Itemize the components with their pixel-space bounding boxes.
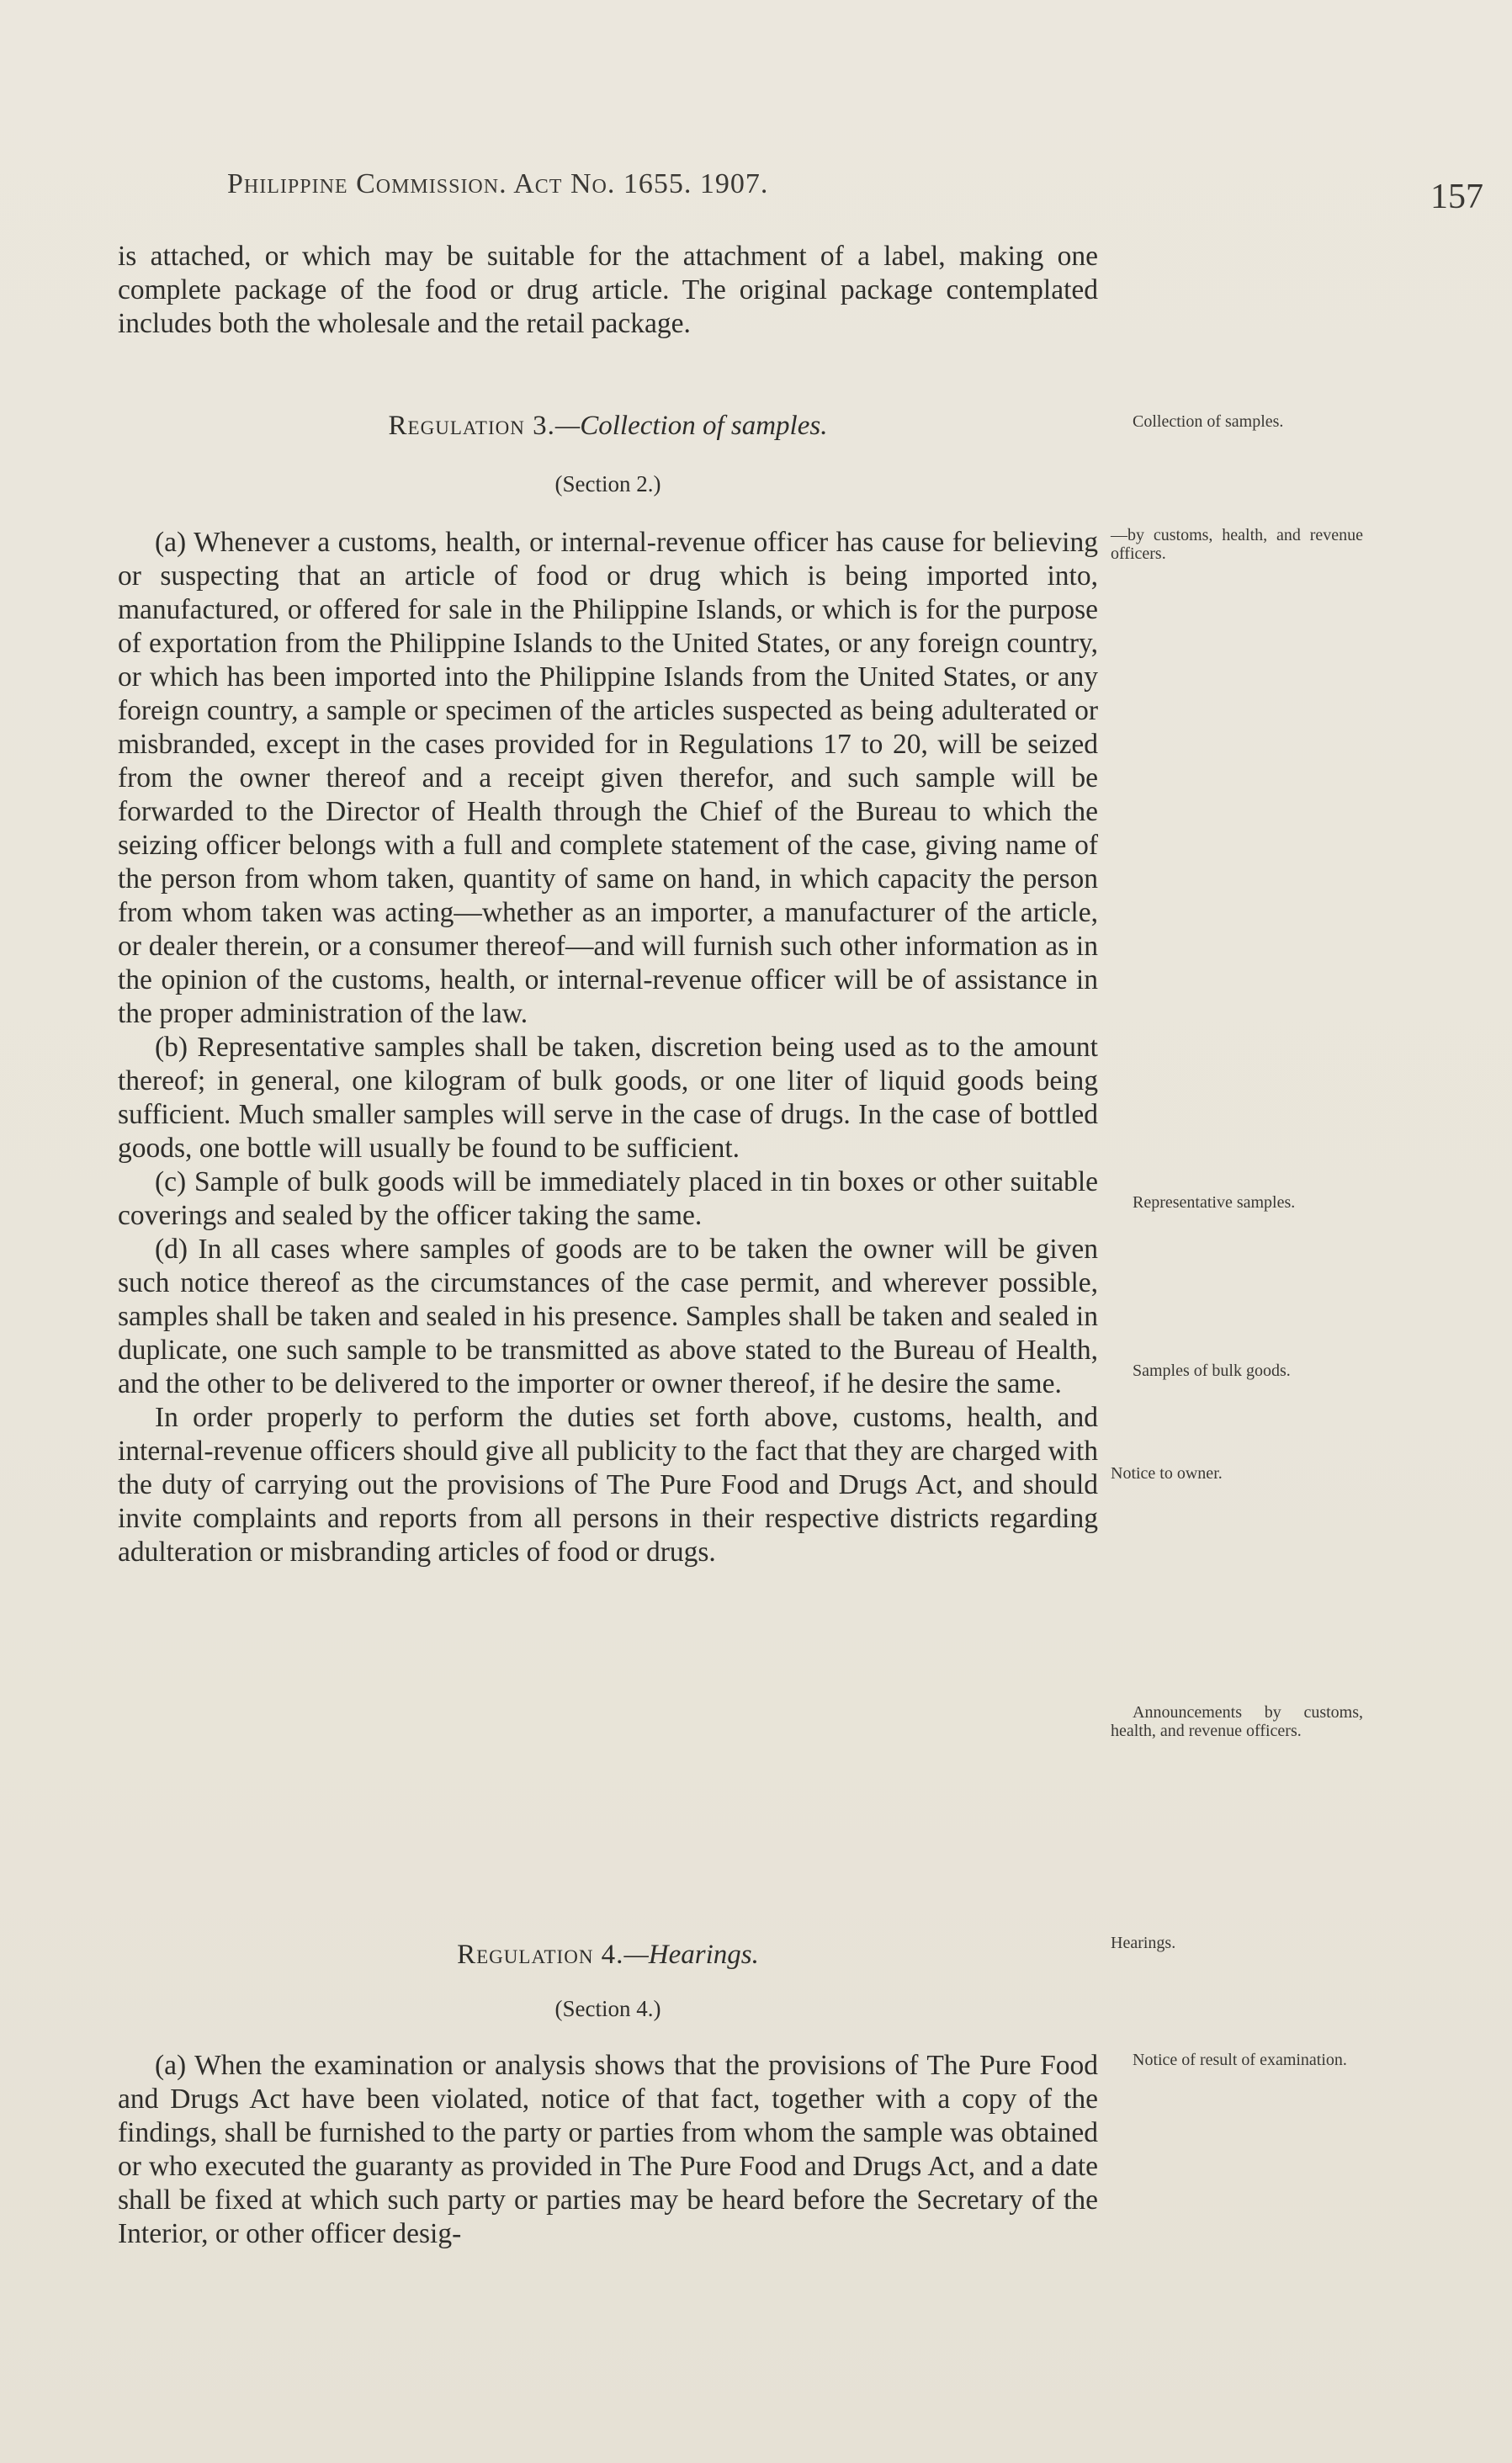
intro-paragraph: is attached, or which may be suitable for the attachment of a label, making one complete package of the food or drug article. The original package contemplated includes both the wholesale and the retail package. [118,241,1098,339]
regulation-4-title: —Hearings. [623,1940,759,1970]
paragraph-3d: (d) In all cases where samples of goods are to be taken the owner will be given such notice thereof as the circumstances of the case permit, and wherever possible, samples shall be taken and sealed in his presence. Samples shall be taken and sealed in duplicate, one such sample to be transmitted as above stated to the Bureau of Health, and the other to be delivered to the importer or owner thereof, if he desire the same. [118,1234,1098,1399]
regulation-3-heading [118,411,1098,442]
running-header: Philippine Commission. Act No. 1655. 1907. [227,168,769,199]
margin-note-notice-owner: Notice to owner. [1111,1464,1223,1483]
margin-note-notice-result: Notice of result of examination. [1133,2051,1347,2069]
regulation-4-label: Regulation 4. [457,1940,624,1970]
margin-note-by-officers: —by customs, health, and revenue officers. [1111,526,1363,563]
margin-note-representative: Representative samples. [1133,1193,1296,1212]
paragraph-3a: (a) Whenever a customs, health, or internal-revenue officer has cause for believing or suspecting that an article of food or drug which is being imported into, manufactured, or offered for sale in the Philippine Islands, or which is for the purpose of exportation from the Philippine Islands to the United States, or any foreign country, or which has been imported into the Philippine Islands from the United States, or any foreign country, a sample or specimen of the articles suspected as being adulterated or misbranded, except in the cases provided for in Regulations 17 to 20, will be seized from the owner thereof and a receipt given therefor, and such sample will be forwarded to the Director of Health through the Chief of the Bureau to which the seizing officer belongs with a full and complete statement of the case, giving name of the person from whom taken, quantity of same on hand, in which capacity the person from whom taken was acting—whether as an importer, a manufacturer of the article, or dealer therein, or a consumer thereof—and will furnish such other information as in the opinion of the customs, health, or internal-revenue officer will be of assistance in the proper administration of the law. [118,527,1098,1029]
regulation-3-title: —Collection of samples. [554,411,828,441]
regulation-4-section: (Section 4.) [554,1996,661,2021]
paragraph-3c: (c) Sample of bulk goods will be immediately placed in tin boxes or other suitable coverings and sealed by the officer taking the same. [118,1166,1098,1231]
paragraph-3b: (b) Representative samples shall be taken, discretion being used as to the amount thereof; in general, one kilogram of bulk goods, or one liter of liquid goods being sufficient. Much smaller samples will serve in the case of drugs. In the case of bottled goods, one bottle will usually be found to be sufficient. [118,1032,1098,1164]
paragraph-4a: (a) When the examination or analysis shows that the provisions of The Pure Food and Drugs Act have been violated, notice of that fact, together with a copy of the findings, shall be furnished to the party or parties from whom the sample was obtained or who executed the guaranty as provided in The Pure Food and Drugs Act, and a date shall be fixed at which such party or parties may be heard before the Secretary of the Interior, or other officer desig- [118,2050,1098,2249]
regulation-4-heading [118,1940,1098,1971]
page-number: 157 [1430,178,1483,216]
regulation-3-body [118,526,1098,1569]
paragraph-3e: In order properly to perform the duties set forth above, customs, health, and internal-revenue officers should give all publicity to the fact that they are charged with the duty of carrying out the provisions of The Pure Food and Drugs Act, and should invite complaints and reports from all persons in their respective districts regarding adulteration or misbranding articles of food or drugs. [118,1402,1098,1568]
regulation-3-section: (Section 2.) [554,471,661,496]
margin-note-hearings: Hearings. [1111,1934,1176,1952]
regulation-4-body [118,2049,1098,2251]
margin-note-collection: Collection of samples. [1133,412,1284,431]
margin-note-announcements: Announcements by customs, health, and revenue officers. [1111,1703,1363,1740]
regulation-3-label: Regulation 3. [388,411,555,441]
margin-note-bulk: Samples of bulk goods. [1133,1362,1291,1380]
